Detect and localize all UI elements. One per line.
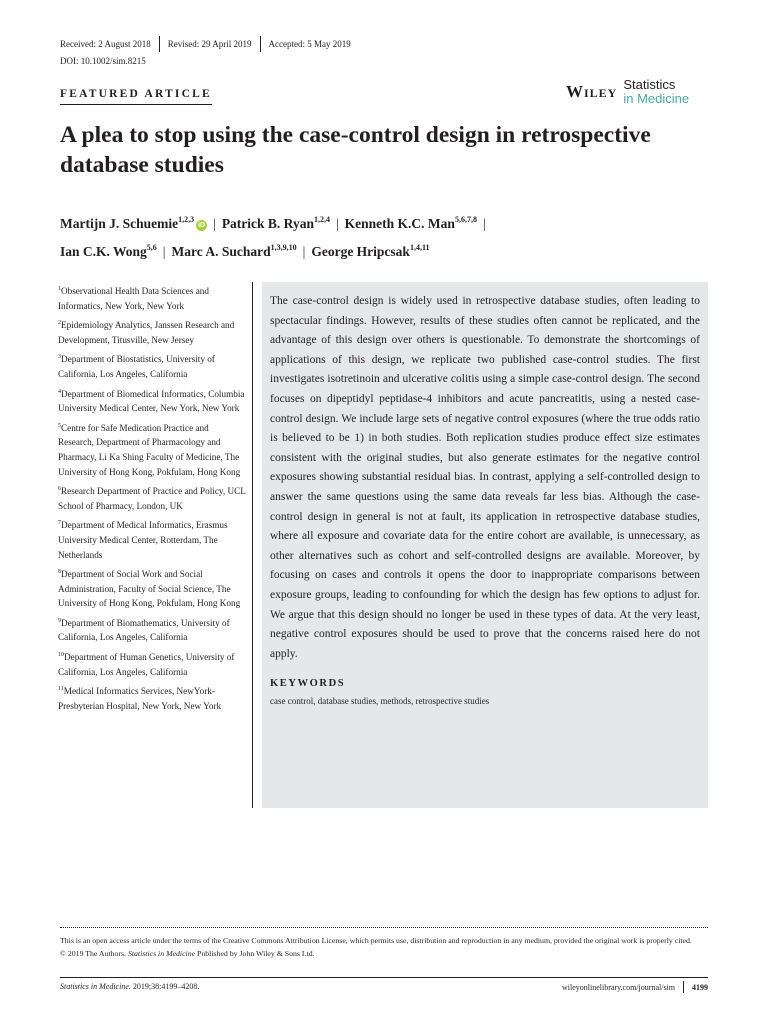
revised-date: Revised: 29 April 2019: [167, 39, 252, 49]
accepted-date: Accepted: 5 May 2019: [268, 39, 351, 49]
doi[interactable]: DOI: 10.1002/sim.8215: [60, 56, 146, 66]
article-title: A plea to stop using the case-control design in retrospective database studies: [60, 122, 651, 178]
author-name[interactable]: George Hripcsak: [311, 244, 410, 259]
author-name[interactable]: Patrick B. Ryan: [221, 216, 314, 231]
copyright-prefix: © 2019 The Authors.: [60, 949, 126, 958]
affiliation-item: [58, 482, 246, 513]
affiliation-number: 3: [58, 354, 61, 361]
author-name[interactable]: Marc A. Suchard: [171, 244, 271, 259]
affiliation-number: 4: [58, 388, 61, 395]
author-separator: |: [213, 216, 216, 231]
license-text: This is an open access article under the terms of the Creative Commons Attribution License, which permits use, distribution and reproduction in any medium, provided the original work is properly cited.: [60, 936, 692, 945]
keywords-heading: KEYWORDS: [270, 678, 346, 690]
author-separator: |: [162, 244, 166, 259]
affiliation-number: 5: [58, 422, 61, 429]
author-affiliation-ref: 1,2,4: [313, 215, 330, 224]
citation: [60, 982, 199, 991]
affiliation-item: [58, 682, 246, 713]
journal-logo: [566, 78, 689, 106]
affiliation-item: [58, 385, 246, 416]
affiliation-number: 6: [58, 486, 61, 493]
author-name[interactable]: Martijn J. Schuemie: [60, 216, 179, 231]
affiliation-item: [58, 419, 246, 479]
received-date: Received: 2 August 2018: [60, 39, 151, 49]
column-divider: [252, 282, 253, 808]
copyright-journal: Statistics in Medicine: [127, 949, 196, 958]
affiliation-text: Department of Biomedical Informatics, Columbia University Medical Center, New York, New York: [58, 388, 245, 414]
copyright-line: [60, 947, 710, 960]
journal-url-link[interactable]: wileyonlinelibrary.com/journal/sim: [561, 982, 675, 992]
affiliation-text: Research Department of Practice and Policy, UCL School of Pharmacy, London, UK: [58, 486, 246, 511]
affiliation-text: Observational Health Data Sciences and Informatics, New York, New York: [58, 286, 209, 311]
author-separator: |: [482, 216, 486, 231]
footer-right: [562, 981, 708, 993]
author-separator: |: [302, 244, 306, 259]
affiliation-text: Department of Human Genetics, University of California, Los Angeles, California: [58, 652, 235, 677]
affiliation-text: Centre for Safe Medication Practice and Research, Department of Pharmacology and Pharmacy, Li Ka Shing Faculty of Medicine, The University of Hong Kong, Pokfulam, Hong Kong: [58, 422, 241, 477]
affiliation-text: Department of Biostatistics, University of California, Los Angeles, California: [58, 354, 215, 379]
footer-separator: [683, 981, 684, 993]
affiliation-number: 7: [58, 520, 61, 527]
citation-details: 2019;38:4199–4208.: [132, 982, 200, 991]
article-dates: [60, 36, 359, 52]
affiliation-number: 8: [58, 569, 61, 576]
affiliation-item: [58, 282, 246, 313]
journal-name-line1: Statistics: [623, 77, 676, 92]
affiliations-list: [58, 282, 246, 716]
page-number: 4199: [692, 982, 708, 992]
author-affiliation-ref: 1,4,11: [409, 243, 430, 252]
affiliation-item: [58, 614, 246, 645]
affiliation-text: Department of Medical Informatics, Erasmus University Medical Center, Rotterdam, The Netherlands: [58, 520, 228, 560]
affiliation-item: [58, 648, 246, 679]
affiliation-text: Department of Biomathematics, University of California, Los Angeles, California: [58, 617, 230, 643]
affiliation-number: 10: [58, 652, 64, 659]
affiliation-number: 9: [58, 617, 61, 624]
copyright-suffix: Published by John Wiley & Sons Ltd.: [197, 949, 315, 958]
wiley-logo: Wiley: [566, 82, 618, 101]
affiliation-number: 11: [58, 686, 64, 693]
footnote-divider: [60, 927, 708, 928]
affiliation-number: 2: [58, 320, 61, 327]
section-label: FEATURED ARTICLE: [60, 88, 212, 105]
affiliation-text: Department of Social Work and Social Administration, Faculty of Social Science, The University of Hong Kong, Pokfulam, Hong Kong: [58, 569, 241, 609]
citation-journal: Statistics in Medicine.: [60, 982, 131, 991]
author-name[interactable]: Kenneth K.C. Man: [344, 216, 455, 231]
journal-name: [623, 78, 689, 106]
author-separator: |: [335, 216, 339, 231]
affiliation-number: 1: [58, 286, 61, 292]
abstract-box: [262, 282, 708, 808]
author-affiliation-ref: 1,3,9,10: [270, 243, 297, 252]
footer-rule: [60, 977, 708, 978]
affiliation-text: Epidemiology Analytics, Janssen Research and Development, Titusville, New Jersey: [58, 320, 235, 345]
author-list: [60, 208, 720, 264]
journal-name-line2: in Medicine: [623, 91, 690, 106]
license-notice: [60, 934, 710, 960]
affiliation-item: [58, 316, 246, 347]
author-name[interactable]: Ian C.K. Wong: [60, 244, 147, 259]
author-affiliation-ref: 1,2,3: [178, 215, 195, 224]
affiliation-item: [58, 350, 246, 381]
author-affiliation-ref: 5,6,7,8: [454, 215, 477, 224]
affiliation-item: [58, 516, 246, 562]
affiliation-item: [58, 565, 246, 611]
author-affiliation-ref: 5,6: [146, 243, 157, 252]
orcid-icon[interactable]: iD: [198, 222, 206, 229]
affiliation-text: Medical Informatics Services, NewYork-Presbyterian Hospital, New York, New York: [58, 686, 222, 711]
abstract-text: The case-control design is widely used in retrospective database studies, often leading to spectacular findings. However, results of these studies often cannot be replicated, and the advantage of this design over others is questionable. To demonstrate the shortcomings of applications of this design, we replicate two published case-control studies. The first investigates isotretinoin and ulcerative colitis using a simple case-control design. The second focuses on dipeptidyl peptidase-4 inhibitors and acute pancreatitis, using a nested case-control design. We include large sets of negative control exposures (where the true odds ratio is believed to be 1) in both studies. Both replication studies produce effect size estimates consistent with the original studies, but also generate estimates for the negative control exposures showing substantial residual bias. In contrast, applying a self-controlled design to answer the same questions using the same data reveals far less bias. Although the case-control design in general is not at fault, its application in retrospective database studies, where all exposure and covariate data for the entire cohort are available, is unnecessary, as other alternatives such as cohort and self-controlled designs are available. Moreover, by focusing on cases and controls it opens the door to inappropriate comparisons between exposure groups, leading to confounding for which the design has few options to adjust for. We argue that this design should no longer be used in these types of data. At the very least, negative control exposures should be used to prove that the concerns raised here do not apply.: [270, 295, 700, 660]
keywords-text: case control, database studies, methods, retrospective studies: [270, 696, 490, 707]
